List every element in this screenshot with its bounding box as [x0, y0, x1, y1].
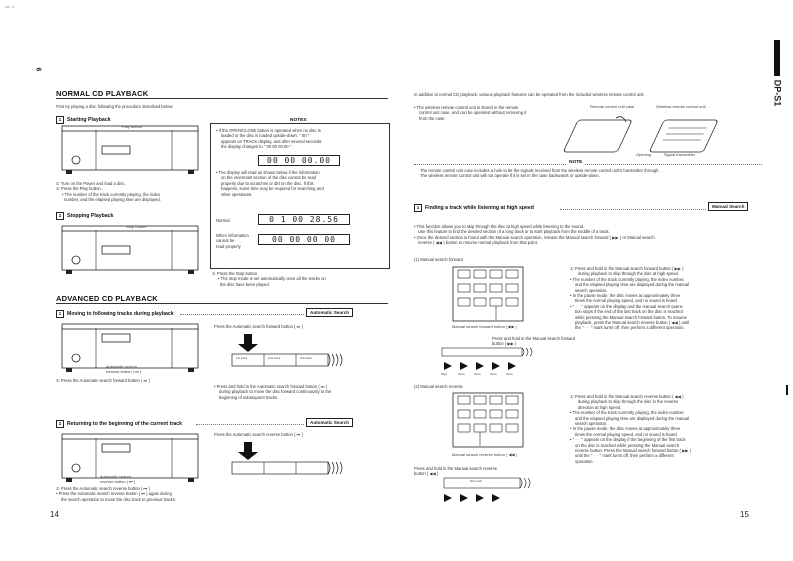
manual-reverse-callout: Manual search reverse button ( ◀◀ )	[452, 452, 518, 457]
stopping-playback-heading	[56, 212, 113, 220]
note-line: beginning of subsequent tracks.	[219, 394, 279, 400]
heading-text: Finding a track while listening at high speed	[425, 205, 534, 211]
heading-text: Moving to following tracks during playback	[67, 311, 174, 317]
note-line: • The display will read as shown below if the information	[216, 170, 320, 175]
starting-playback-heading	[56, 116, 111, 124]
step-line: during playback to skip through the disc at high speed.	[578, 271, 680, 277]
bullet-line: • This function allows you to skip through the disc at high speed while listening to the sound.	[414, 224, 585, 229]
manual-forward-subheading: (1) Manual search forward	[414, 257, 463, 262]
note-line: • Press and hold in the Automatic search forward button ( ⏭ )	[214, 384, 328, 389]
step-line: playback, press the Manual search reverse button ( ◀◀ ) until	[575, 320, 690, 326]
step-line: the search operation to move the disc back to previous tracks.	[61, 496, 176, 502]
starting-steps	[56, 181, 206, 203]
note-line: during playback to move the disc forward continuously to the	[219, 389, 332, 395]
step-line: • " ᛫᛫ " appears on the display and the manual search opera-	[570, 303, 684, 309]
remote-case-note	[414, 105, 564, 121]
note-line: The wireless remote control unit will not operate if it is set in the case backwards or upside-down.	[420, 173, 600, 179]
heading-text: Starting Playback	[67, 117, 111, 123]
step-line: search operation.	[575, 287, 608, 293]
auto-reverse-press: Press the Automatic search reverse button ( ⏮ )	[214, 432, 303, 437]
auto-forward-press: Press the Automatic search forward button ( ⏭ )	[214, 324, 303, 329]
step-line: the " ᛫᛫ " mark turns off, then perform a different operation.	[575, 325, 685, 331]
press-line: Press and hold in the Manual search forward	[492, 336, 576, 341]
step-line: ① Press the Automatic search reverse button ( ⏮ )	[56, 486, 150, 491]
callout-line: forward button ( ⏭ )	[106, 369, 142, 374]
note-line: appears on TRACK display, and after several seconds	[221, 138, 322, 144]
notes-title: NOTES	[287, 118, 310, 123]
moving-tracks-heading	[56, 310, 174, 318]
step-line: ① Press and hold in the Manual search reverse button ( ◀◀ )	[570, 394, 684, 399]
step-line: times the normal playing speed, and no sound is heard.	[575, 298, 678, 304]
bullet-line: Use this feature to find the desired section of a long track or to start playback from the middle of a track.	[418, 229, 610, 235]
press-line: button ( ◀◀ )	[414, 471, 439, 477]
auto-forward-step: ① Press the Automatic search forward button ( ⏭ )	[56, 378, 150, 383]
manual-reverse-subheading: (2) Manual search reverse	[414, 384, 463, 389]
bullet-line: • Once the desired section is found with the Manual search operation, release the Manual search forward ( ▶▶ ) or Manual search	[414, 234, 655, 240]
track-forward-diagram	[230, 332, 360, 372]
step-line: • The stop mode is set automatically once all the tracks on	[218, 276, 326, 282]
step-number: 1	[414, 204, 422, 212]
note-line: The remote control unit case includes a hole to let the signals received from the wireless remote control unit's transmitter through.	[420, 168, 660, 173]
step-line: direction at high speed.	[578, 404, 622, 410]
label-line: read properly	[216, 243, 241, 249]
note-line: happens, some time may be required for searching and	[221, 186, 324, 192]
track-label: 1st track	[236, 356, 248, 360]
step-line: on the disc is reached while pressing the Manual search	[575, 442, 680, 448]
bullet-line: reverse ( ◀◀ ) button to resume normal playback from that point.	[418, 240, 539, 246]
section-rule	[56, 303, 388, 304]
note-line: loaded or the disc is loaded upside-down, " 00 "	[221, 133, 310, 139]
note-line: control unit case, and can be operated without removing it	[419, 110, 527, 116]
manual-forward-steps	[570, 266, 760, 331]
heading-text: Returning to the beginning of the current track	[67, 421, 182, 427]
auto-forward-callout	[106, 364, 141, 374]
step-line: search operation.	[575, 421, 608, 427]
manual-reverse-steps	[570, 394, 760, 464]
callout-line: Automatic search	[100, 474, 131, 479]
manual-search-bullets	[414, 224, 764, 246]
returning-heading	[56, 420, 182, 428]
dotted-leader	[196, 424, 304, 425]
step-line: tion stops if the end of the last track on the disc is reached	[575, 309, 683, 315]
manual-forward-callout: Manual search forward button ( ▶▶ )	[452, 324, 518, 329]
normal-label: Normal	[216, 218, 230, 223]
note-line: on the innermost section of the disc cannot be read	[221, 175, 316, 181]
note-text	[420, 168, 760, 179]
finding-track-heading	[414, 204, 534, 212]
step-line: and the elapsed playing time are displayed during the manual	[575, 415, 690, 421]
note-line: • The wireless remote control unit is stored in the remote	[414, 105, 519, 110]
dotted-leader	[560, 209, 706, 210]
notes-paragraph-1	[216, 128, 386, 150]
scan-label: Scan	[474, 372, 481, 376]
note-line: other operations.	[221, 191, 253, 197]
binding-mark	[786, 385, 788, 395]
heading-text: Stopping Playback	[67, 213, 114, 219]
scan-label: Scan	[458, 372, 465, 376]
step-line: ① Turn on the Power and load a disc.	[56, 181, 126, 186]
track-label: 2nd track	[268, 356, 281, 360]
remote-keypad-reverse	[452, 392, 524, 448]
corner-mark: -ad .4	[4, 4, 15, 9]
callout-line: reverse button ( ⏮ )	[100, 479, 136, 484]
scan-label: Scan	[490, 372, 497, 376]
section-rule	[56, 98, 388, 99]
lcd-normal: 0 1 00 28.56	[258, 214, 350, 225]
automatic-search-badge: Automatic Search	[306, 308, 353, 317]
step-number: 1	[56, 116, 64, 124]
press-line: button ( ▶▶ )	[492, 341, 517, 347]
remote-keypad-forward	[452, 266, 524, 322]
note-line: • If the OPEN/CLOSE button is operated when no disc is	[216, 128, 321, 133]
intro-text: First try playing a disc following the procedure described below.	[56, 104, 174, 109]
label-line: When information	[216, 233, 249, 238]
step-line: and the elapsed playing time are displayed during the manual	[575, 282, 690, 288]
step-line: • In the pause mode, the disc moves at approximately three	[570, 293, 681, 299]
margin-page-mark: 6	[34, 67, 42, 72]
fig-label-transmitter: Signal transmitter	[664, 152, 696, 157]
step-line: while pressing the Manual search forward button. To resume	[575, 314, 687, 320]
step-number: 2	[56, 212, 64, 220]
auto-forward-note	[214, 384, 390, 400]
step-line: • " ᛫᛫ " appears on the display if the beginning of the first track	[570, 437, 686, 443]
cd-player-illustration	[56, 124, 206, 176]
scan-label: Scan	[506, 372, 513, 376]
notes-paragraph-2	[216, 170, 386, 197]
step-line: reverse button. Press the Manual search forward button ( ▶▶ )	[575, 448, 692, 454]
step-line: ② Press the Play button.	[56, 186, 102, 192]
step-number: 2	[56, 420, 64, 428]
stop-steps	[212, 271, 388, 287]
fig-label-case: Remote control unit case	[590, 104, 635, 109]
step-line: • Press the Automatic search reverse button ( ⏮ ) again during	[56, 491, 172, 497]
dotted-leader	[180, 314, 304, 315]
track-reverse-diagram	[230, 440, 360, 480]
callout-line: Automatic search	[106, 364, 137, 369]
fig-label-opening: Opening	[636, 152, 652, 157]
normal-playback-title: NORMAL CD PLAYBACK	[56, 89, 149, 98]
scan-reverse-diagram	[440, 476, 550, 516]
label-line: cannot be	[216, 238, 235, 244]
unread-label	[216, 233, 249, 249]
step-line: • The number of the track currently playing, the index number,	[570, 410, 685, 416]
step-line: • The number of the track currently playing, the index number,	[570, 276, 685, 282]
step-line: • In the pause mode, the disc moves at approximately three	[570, 426, 681, 432]
dotted-leader	[414, 164, 762, 165]
step-line: ① Press the Stop button.	[212, 271, 259, 276]
auto-reverse-callout	[100, 474, 135, 484]
right-intro: In addition to normal CD playback, various playback features can be operated from the included wireless remote control unit.	[414, 92, 645, 97]
lcd-no-disc: 00 00 00.00	[258, 155, 340, 166]
note-line: properly due to scratches or dirt on the disc. If this	[221, 180, 314, 186]
track-label: Nth track	[470, 479, 483, 483]
step-line: ① Press and hold in the Manual search forward button ( ▶▶ )	[570, 266, 684, 271]
note-line: from the case.	[419, 115, 446, 121]
note-title: NOTE	[566, 160, 585, 165]
step-line: during playback to skip through the disc in the reverse	[578, 399, 679, 405]
step-line: number, and the elapsed playing time are displayed.	[64, 197, 161, 203]
step-line: until the " ᛫᛫ " mark turns off, then perform a different	[575, 453, 674, 459]
side-tab	[768, 40, 782, 120]
step-line: the disc have been played.	[220, 281, 270, 287]
remote-case-illustration	[560, 112, 740, 156]
cd-player-illustration	[56, 224, 206, 276]
side-label: DP-S1	[772, 79, 783, 107]
note-line: the display changes to " 00 00 00.00 ".	[221, 144, 293, 150]
track-label: 3rd track	[300, 356, 312, 360]
page-number-right: 15	[740, 510, 749, 519]
fig-label-remote: Wireless remote control unit	[656, 104, 706, 109]
step-line: operation.	[575, 458, 594, 464]
auto-reverse-steps	[56, 486, 226, 502]
page-number-left: 14	[50, 510, 59, 519]
play-button-callout: Play button	[122, 124, 143, 129]
step-line: times the normal playing speed, and no sound is heard.	[575, 431, 678, 437]
advanced-playback-title: ADVANCED CD PLAYBACK	[56, 294, 158, 303]
step-number: 1	[56, 310, 64, 318]
press-line: Press and hold in the Manual search reverse	[414, 466, 498, 471]
stop-button-callout: Stop button	[126, 224, 147, 229]
manual-search-badge: Manual Search	[708, 202, 748, 211]
step-line: • The number of the track currently playing, the index	[62, 191, 160, 197]
lcd-unread: 00 00 00 00	[258, 234, 350, 245]
automatic-search-badge: Automatic Search	[306, 418, 353, 427]
scan-label: Play	[441, 372, 447, 376]
